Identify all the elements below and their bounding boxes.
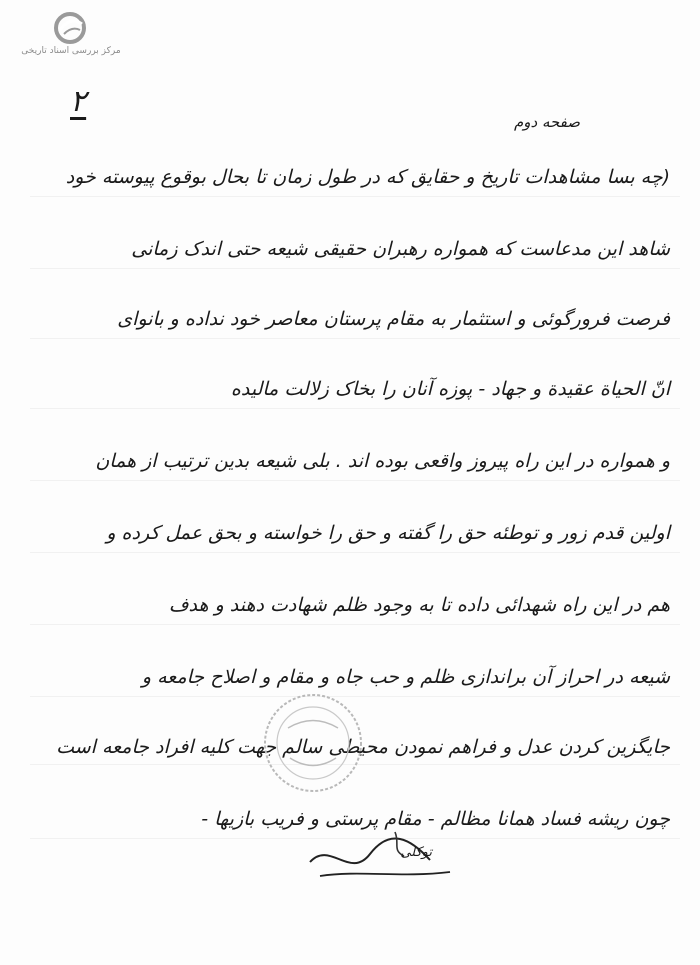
guide-rule [30,408,680,409]
page-number: ۲ [70,84,87,119]
text-line: جایگزین کردن عدل و فراهم نمودن محیطی سالم جهت کلیه افراد جامعه است [56,736,670,758]
guide-rule [30,196,680,197]
page-heading: صفحه دوم [513,113,580,131]
logo-caption: مرکز بررسی اسناد تاریخی [21,46,121,56]
archive-stamp-icon [258,688,368,798]
guide-rule [30,624,680,625]
text-line: فرصت فرورگوئی و استثمار به مقام پرستان معاصر خود نداده و بانوای [117,308,670,330]
text-line: و همواره در این راه پیروز واقعی بوده اند . بلی شیعه بدین ترتیب از همان [95,450,670,472]
guide-rule [30,338,680,339]
text-line: اولین قدم زور و توطئه حق را گفته و حق را خواسته و بحق عمل کرده و [106,522,670,544]
guide-rule [30,552,680,553]
text-line: انّ الحیاة عقیدة و جهاد - پوزه آنان را بخاک زلالت مالیده [230,378,670,400]
text-line: (چه بسا مشاهدات تاریخ و حقایق که در طول زمان تا بحال بوقوع پیوسته خود [65,166,670,188]
guide-rule [30,480,680,481]
text-line: شیعه در احراز آن براندازی ظلم و حب جاه و مقام و اصلاح جامعه و [141,666,670,688]
handwritten-signature-icon [300,820,460,890]
guide-rule [30,268,680,269]
text-line: شاهد این مدعاست که همواره رهبران حقیقی شیعه حتی اندک زمانی [131,238,670,260]
text-line: هم در این راه شهدائی داده تا به وجود ظلم شهادت دهند و هدف [168,594,670,616]
signature-name: توکلی [400,845,432,860]
text-line: چون ریشه فساد همانا مظالم - مقام پرستی و فریب بازیها - [201,808,670,830]
archive-logo-icon [30,8,110,68]
